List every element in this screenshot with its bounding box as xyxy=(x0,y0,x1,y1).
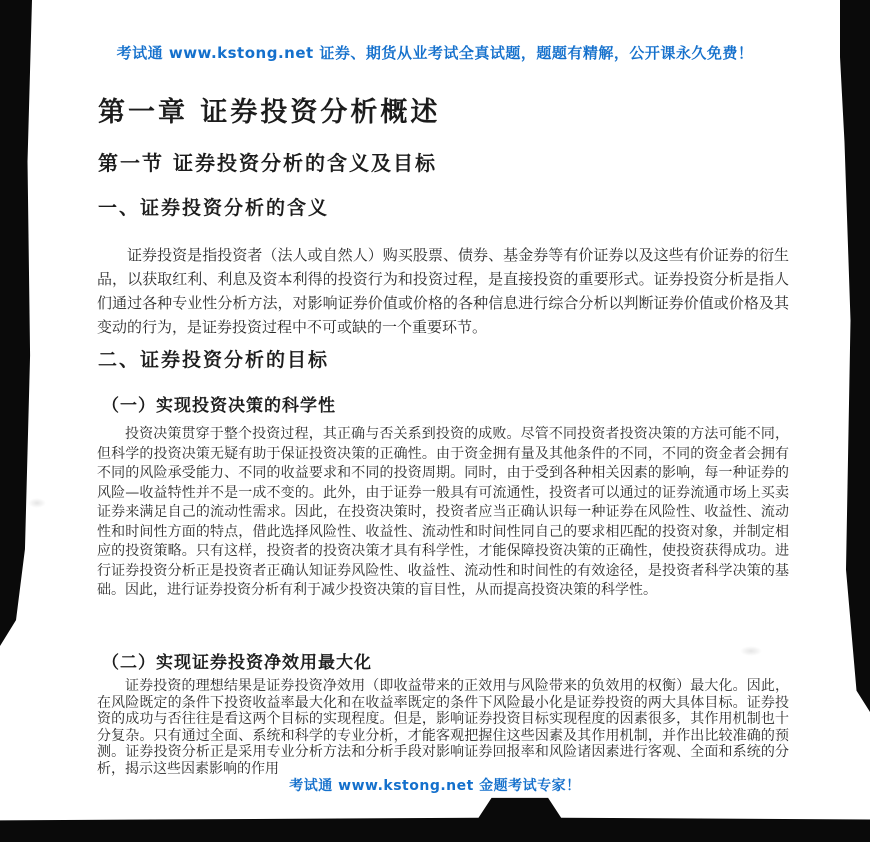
scan-border-bottom xyxy=(0,797,870,842)
scan-smudge xyxy=(740,646,762,656)
paragraph-meaning: 证券投资是指投资者（法人或自然人）购买股票、债券、基金券等有价证券以及这些有价证券的衍生品，以获取红利、利息及资本利得的投资行为和投资过程，是直接投资的重要形式。证券投资分析是指人们通过各种专业性分析方法，对影响证券价值或价格的各种信息进行综合分析以判断证券价值或价格及其变动的行为，是证券投资过程中不可或缺的一个重要环节。 xyxy=(97,246,789,336)
header-banner: 考试通 www.kstong.net 证券、期货从业考试全真试题，题题有精解，公开课永久免费！ xyxy=(116,44,754,62)
subsection-heading-meaning: 一、证券投资分析的含义 xyxy=(98,197,330,219)
scan-border-left xyxy=(0,0,32,646)
paragraph-net-utility: 证券投资的理想结果是证券投资净效用（即收益带来的正效用与风险带来的负效用的权衡）最大化。因此，在风险既定的条件下投资收益率最大化和在收益率既定的条件下风险最小化是证券投资的两大具体目标。证券投资的成功与否往往是看这两个目标的实现程度。但是，影响证券投资目标实现程度的因素很多，其作用机制也十分复杂。只有通过全面、系统和科学的专业分析，才能客观把握住这些因素及其作用机制，并作出比较准确的预测。证券投资分析正是采用专业分析方法和分析手段对影响证券回报率和风险诸因素进行客观、全面和系统的分析，揭示这些因素影响的作用 xyxy=(97,678,789,777)
point-heading-net-utility: （二）实现证券投资净效用最大化 xyxy=(102,653,372,673)
section-title: 第一节 证券投资分析的含义及目标 xyxy=(98,151,437,175)
subsection-heading-goal: 二、证券投资分析的目标 xyxy=(98,349,330,371)
chapter-title: 第一章 证券投资分析概述 xyxy=(98,97,441,128)
point-heading-decision-science: （一）实现投资决策的科学性 xyxy=(102,396,336,416)
scan-smudge xyxy=(28,498,46,508)
paragraph-decision-science: 投资决策贯穿于整个投资过程，其正确与否关系到投资的成败。尽管不同投资者投资决策的方法可能不同，但科学的投资决策无疑有助于保证投资决策的正确性。由于资金拥有量及其他条件的不同，不同的资金者会拥有不同的风险承受能力、不同的收益要求和不同的投资周期。同时，由于受到各种相关因素的影响，每一种证券的风险—收益特性并不是一成不变的。此外，由于证券一般具有可流通性，投资者可以通过的证券流通市场上买卖证券来满足自己的流动性需求。因此，在投资决策时，投资者应当正确认识每一种证券在风险性、收益性、流动性和时间性方面的特点，借此选择风险性、收益性、流动性和时间性同自己的要求相匹配的投资对象，并制定相应的投资策略。只有这样，投资者的投资决策才具有科学性，才能保障投资决策的正确性，使投资获得成功。进行证券投资分析正是投资者正确认知证券风险性、收益性、流动性和时间性的有效途径，是投资者科学决策的基础。因此，进行证券投资分析有利于减少投资决策的盲目性，从而提高投资决策的科学性。 xyxy=(97,426,789,598)
footer-banner: 考试通 www.kstong.net 金题考试专家！ xyxy=(289,778,581,794)
scan-border-right xyxy=(840,0,870,712)
